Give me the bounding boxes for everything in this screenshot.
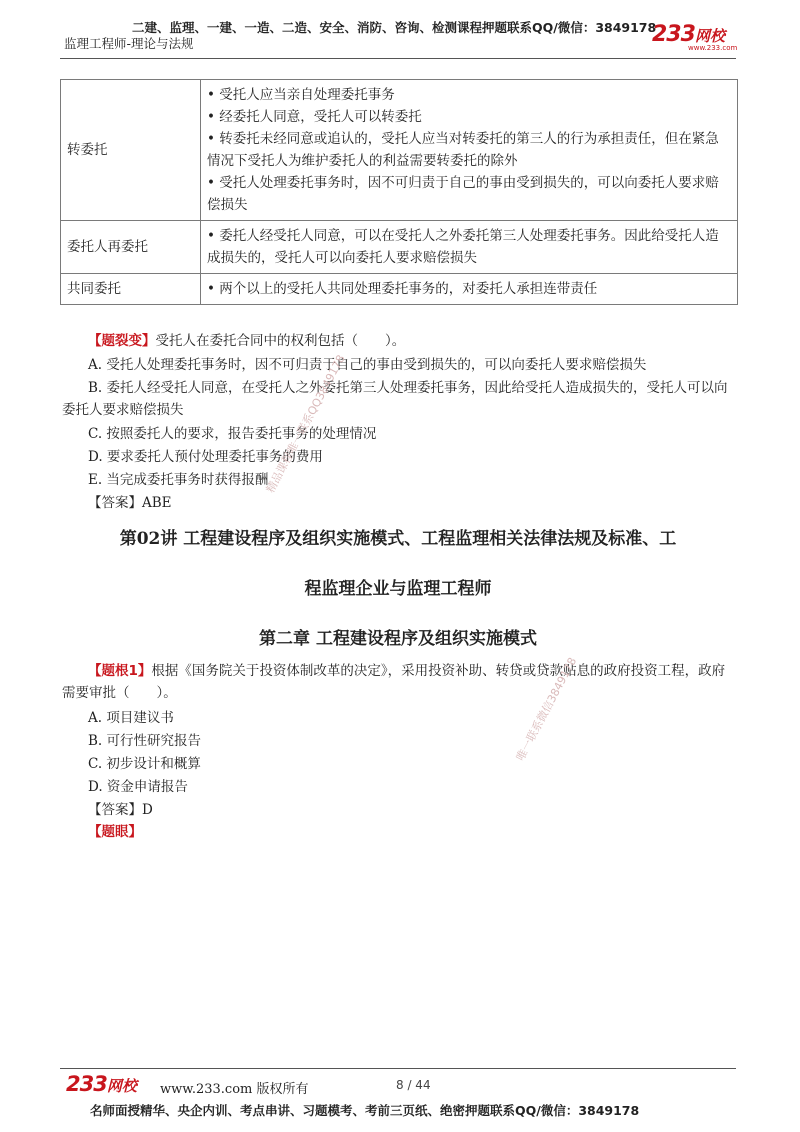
question-1-stem xyxy=(88,331,405,351)
logo-suffix: 网校 xyxy=(106,1077,137,1095)
list-item: • 转委托未经同意或追认的，受托人应当对转委托的第三人的行为承担责任，但在紧急情况下受托人为维护委托人的利益需要转委托的除外 xyxy=(207,131,719,169)
question-text: 根据《国务院关于投资体制改革的决定》，采用投资补助、转贷或贷款贴息的政府投资工程，政府需要审批（ ）。 xyxy=(62,663,726,701)
footer-logo-233 xyxy=(66,1072,137,1096)
option-a: A. 项目建议书 xyxy=(88,710,174,726)
chapter-title: 第二章 工程建设程序及组织实施模式 xyxy=(259,629,537,649)
option-c: C. 初步设计和概算 xyxy=(88,756,201,772)
question-eye-tag xyxy=(88,822,142,842)
row-key: 共同委托 xyxy=(61,274,201,305)
list-item: • 受托人处理委托事务时，因不可归责于自己的事由受到损失的，可以向委托人要求赔偿损失 xyxy=(207,175,719,213)
option-b: B. 委托人经受托人同意，在受托人之外委托第三人处理委托事务，因此给受托人造成损失的，受托人可以向委托人要求赔偿损失 xyxy=(62,380,728,418)
lecture-title-line-1: 第02讲 工程建设程序及组织实施模式、工程监理相关法律法规及标准、工 xyxy=(119,529,677,549)
logo-url: www.233.com xyxy=(688,44,738,52)
lecture-title-line-2: 程监理企业与监理工程师 xyxy=(304,579,492,599)
answer-2: 【答案】D xyxy=(88,802,153,818)
table-row xyxy=(61,274,738,305)
list-item: • 受托人应当亲自处理委托事务 xyxy=(207,87,395,103)
table-row xyxy=(61,221,738,274)
option-d: D. 要求委托人预付处理委托事务的费用 xyxy=(88,449,323,465)
question-2-stem xyxy=(62,660,738,704)
logo-number: 233 xyxy=(66,1072,107,1096)
list-item: • 经委托人同意，受托人可以转委托 xyxy=(207,109,422,125)
eye-tag: 【题眼】 xyxy=(88,824,142,840)
watermark-text: 唯一联系微信3849178 xyxy=(513,655,580,764)
question-tag: 【题根1】 xyxy=(88,663,152,679)
header-promo-text: 二建、监理、一建、一造、二造、安全、消防、咨询、检测课程押题联系QQ/微信：3849178 xyxy=(132,20,657,35)
option-d: D. 资金申请报告 xyxy=(88,779,188,795)
page-number: 8 / 44 xyxy=(396,1078,431,1092)
row-content xyxy=(201,80,738,221)
course-title: 监理工程师-理论与法规 xyxy=(64,36,194,51)
row-content xyxy=(201,274,738,305)
question-tag: 【题裂变】 xyxy=(88,333,156,349)
row-content xyxy=(201,221,738,274)
header-divider xyxy=(60,58,736,59)
option-a: A. 受托人处理委托事务时，因不可归责于自己的事由受到损失的，可以向委托人要求赔偿损失 xyxy=(88,357,647,373)
question-text: 受托人在委托合同中的权利包括（ ）。 xyxy=(155,333,406,349)
footer-promo-text: 名师面授精华、央企内训、考点串讲、习题模考、考前三页纸、绝密押题联系QQ/微信：3849178 xyxy=(90,1103,640,1118)
option-c: C. 按照委托人的要求，报告委托事务的处理情况 xyxy=(88,426,377,442)
option-e: E. 当完成委托事务时获得报酬 xyxy=(88,472,269,488)
logo-number: 233 xyxy=(652,22,695,47)
row-key: 转委托 xyxy=(61,80,201,221)
list-item: • 委托人经受托人同意，可以在受托人之外委托第三人处理委托事务。因此给受托人造成损失的，受托人可以向委托人要求赔偿损失 xyxy=(207,228,719,266)
watermark-text: 精品课程唯一联系QQ3849178 xyxy=(263,352,348,496)
entrustment-table xyxy=(60,79,738,305)
footer-copyright: www.233.com 版权所有 xyxy=(160,1082,309,1097)
logo-suffix: 网校 xyxy=(694,27,725,45)
table-row xyxy=(61,80,738,221)
option-b: B. 可行性研究报告 xyxy=(88,733,202,749)
answer-1: 【答案】ABE xyxy=(88,495,172,511)
row-key: 委托人再委托 xyxy=(61,221,201,274)
list-item: • 两个以上的受托人共同处理委托事务的，对委托人承担连带责任 xyxy=(207,281,598,297)
footer-divider xyxy=(60,1068,736,1069)
